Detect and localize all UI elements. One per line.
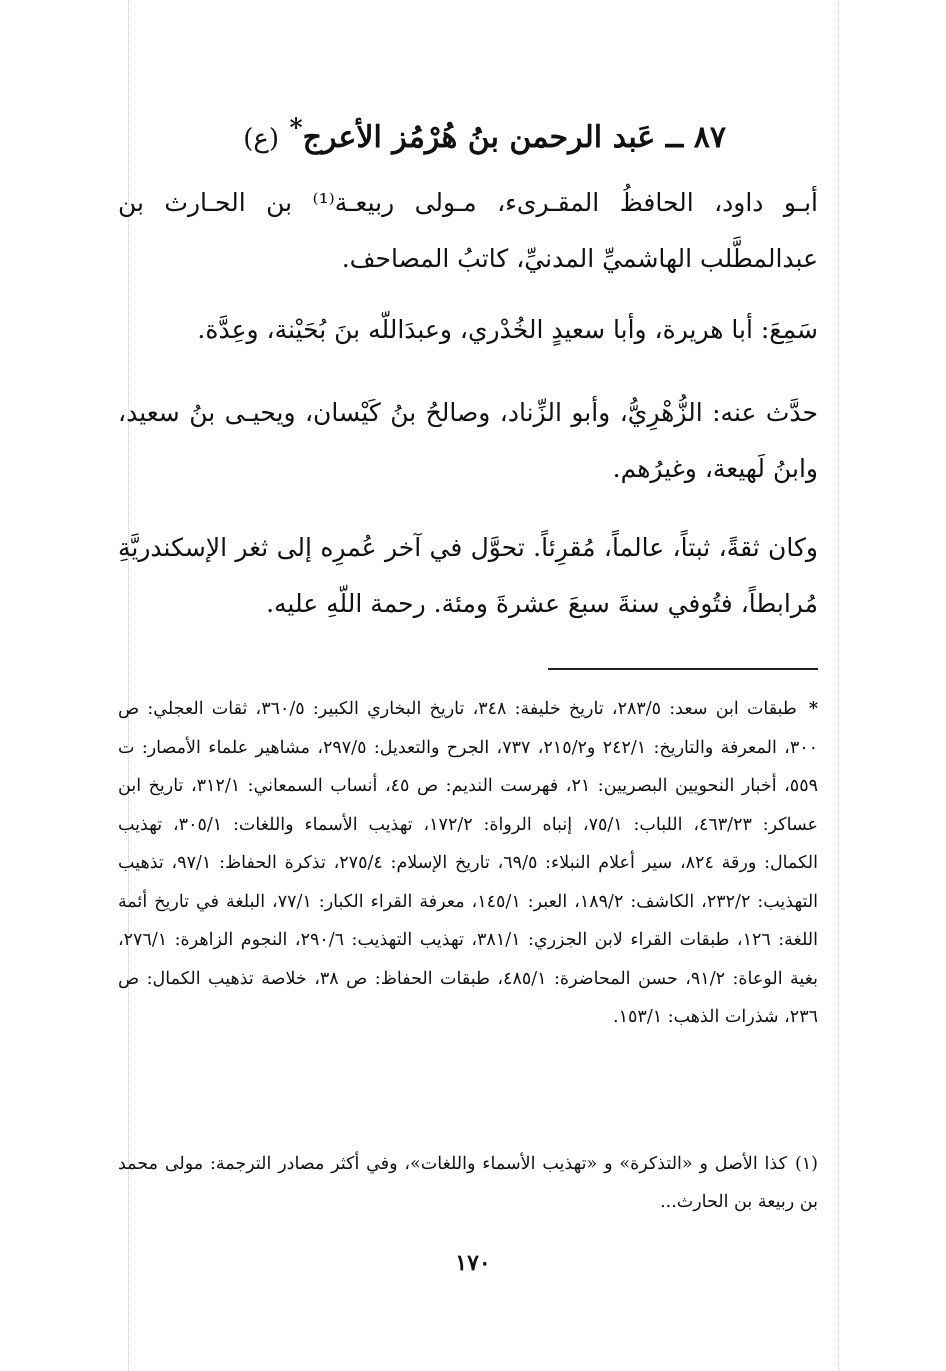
scan-dotted-line (838, 0, 839, 1371)
footnote-text: كذا الأصل و «التذكرة» و «تهذيب الأسماء واللغات»، وفي أكثر مصادر الترجمة: مولى محمد بن ربيعة بن الحارث... (118, 1154, 818, 1212)
footnote-1 (118, 1145, 818, 1221)
paragraph-teachers: سَمِعَ: أبا هريرة، وأبا سعيدٍ الخُدْري، وعبدَاللّه بنَ بُحَيْنة، وعِدَّة. (197, 315, 818, 344)
paragraph-biography: وكان ثقةً، ثبتاً، عالماً، مُقرِئاً. تحوَّل في آخر عُمرِه إلى ثغر الإسكندريَّةِ مُرابطاً، فتُوفي سنةَ سبعَ عشرةَ ومئة. رحمة اللّهِ عليه. (118, 533, 818, 618)
sources-marker: * (808, 699, 818, 719)
footnote-marker: (١) (794, 1154, 818, 1174)
entry-heading (243, 98, 726, 169)
entry-name: عَبد الرحمن بنُ هُرْمُز الأعرج (302, 120, 656, 155)
entry-star: * (289, 113, 303, 142)
sources-note (118, 690, 818, 1037)
paragraph-students: حدَّث عنه: الزُّهْرِيُّ، وأبو الزِّناد، وصالحُ بنُ كَيْسان، ويحيـى بنُ سعيد، وابنُ لَهيعة، وغيرُهم. (118, 398, 818, 483)
entry-number: ٨٧ ــ (665, 120, 726, 155)
sources-text: طبقات ابن سعد: ٢٨٣/٥، تاريخ خليفة: ٣٤٨، تاريخ البخاري الكبير: ٣٦٠/٥، ثقات العجلي: ص ٣٠٠، المعرفة والتاريخ: ٢٤٢/١ و٢١٥/٢، ٧٣٧، الجرح والتعديل: ٢٩٧/٥، مشاهير علماء الأمصار: ت ٥٥٩، أخبار النحويين البصريين: ٢١، فهرست النديم: ص ٤٥، أنساب السمعاني: ٣١٢/١، تاريخ ابن عساكر: ٤٦٣/٢٣، اللباب: ٧٥/١، إنباه الرواة: ١٧٢/٢، تهذيب الأسماء واللغات: ٣٠٥/١، تهذيب الكمال: ورقة ٨٢٤، سير أعلام النبلاء: ٦٩/٥، تاريخ الإسلام: ٢٧٥/٤، تذكرة الحفاظ: ٩٧/١، تذهيب التهذيب: ٢٣٢/٢، الكاشف: ١٨٩/٢، العبر: ١٤٥/١، معرفة القراء الكبار: ٧٧/١، البلغة في تاريخ أئمة اللغة: ١٢٦، طبقات القراء لابن الجزري: ٣٨١/١، تهذيب التهذيب: ٢٩٠/٦، النجوم الزاهرة: ٢٧٦/١، بغية الوعاة: ٩١/٢، حسن المحاضرة: ٤٨٥/١، طبقات الحفاظ: ص ٣٨، خلاصة تذهيب الكمال: ص ٢٣٦، شذرات الذهب: ١٥٣/١. (118, 699, 819, 1027)
footnote-separator (548, 668, 818, 670)
entry-rumuz: (ع) (243, 124, 280, 154)
paragraph-lineage: أبـو داود، الحافظُ المقـرىء، مـولى ربيعـة⁽¹⁾ بن الحـارث بن عبدالمطَّلب الهاشميِّ المدنيِّ، كاتبُ المصاحف. (118, 188, 818, 273)
page-number: ١٧٠ (455, 1250, 491, 1276)
